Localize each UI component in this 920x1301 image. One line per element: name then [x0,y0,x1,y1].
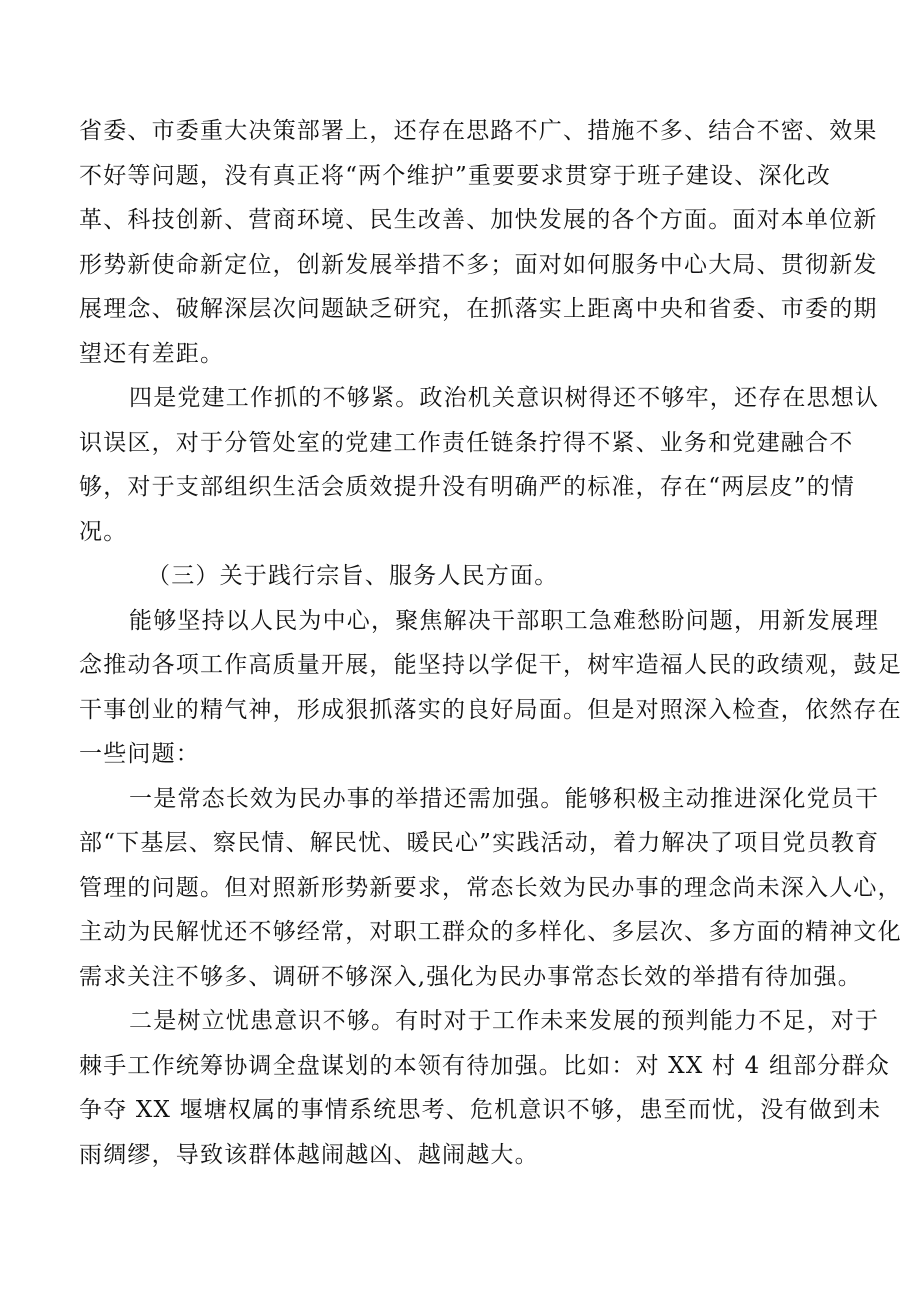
text-line: 够，对于支部组织生活会质效提升没有明确严的标准，存在“两层皮”的情 [79,474,856,500]
text-line: 棘手工作统筹协调全盘谋划的本领有待加强。比如：对 XX 村 4 组部分群众 [79,1052,891,1079]
text-line: 不好等问题，没有真正将“两个维护”重要要求贯穿于班子建设、深化改 [79,162,831,189]
paragraph-start-line: 二是树立忧患意识不够。有时对于工作未来发展的预判能力不足，对于 [129,1008,880,1034]
text-line: 一些问题： [79,741,200,767]
text-line: 管理的问题。但对照新形势新要求，常态长效为民办事的理念尚未深入人心， [79,874,902,901]
text-line: 况。 [79,518,128,545]
text-line: 展理念、破解深层次问题缺乏研究，在抓落实上距离中央和省委、市委的期 [79,296,878,322]
document-body [79,109,902,1177]
text-line: 雨绸缪，导致该群体越闹越凶、越闹越大。 [79,1141,539,1168]
text-line: 争夺 XX 堰塘权属的事情系统思考、危机意识不够，患至而忧，没有做到未 [79,1097,882,1123]
text-line: 部“下基层、察民情、解民忧、暖民心”实践活动，着力解决了项目党员教育 [79,830,880,856]
text-line: 识误区，对于分管处室的党建工作责任链条拧得不紧、业务和党建融合不 [79,429,854,456]
text-line: 形势新使命新定位，创新发展举措不多；面对如何服务中心大局、贯彻新发 [79,251,878,278]
text-line: 省委、市委重大决策部署上，还存在思路不广、措施不多、结合不密、效果 [79,118,878,144]
text-line: 需求关注不够多、调研不够深入,强化为民办事常态长效的举措有待加强。 [79,963,862,990]
text-line: 革、科技创新、营商环境、民生改善、加快发展的各个方面。面对本单位新 [79,207,878,233]
text-line: 主动为民解忧还不够经常，对职工群众的多样化、多层次、多方面的精神文化 [79,919,902,945]
text-line: 干事创业的精气神，形成狠抓落实的良好局面。但是对照深入检查，依然存在 [79,696,902,723]
text-line: 望还有差距。 [79,340,225,367]
text-line: 念推动各项工作高质量开展，能坚持以学促干，树牢造福人民的政绩观，鼓足 [79,652,902,678]
paragraph-start-line: 能够坚持以人民为中心，聚焦解决干部职工急难愁盼问题，用新发展理 [129,607,880,634]
paragraph-start-line: 一是常态长效为民办事的举措还需加强。能够积极主动推进深化党员干 [129,785,880,812]
section-heading: （三）关于践行宗旨、服务人民方面。 [147,563,559,589]
paragraph-start-line: 四是党建工作抓的不够紧。政治机关意识树得还不够牢，还存在思想认 [129,385,880,411]
